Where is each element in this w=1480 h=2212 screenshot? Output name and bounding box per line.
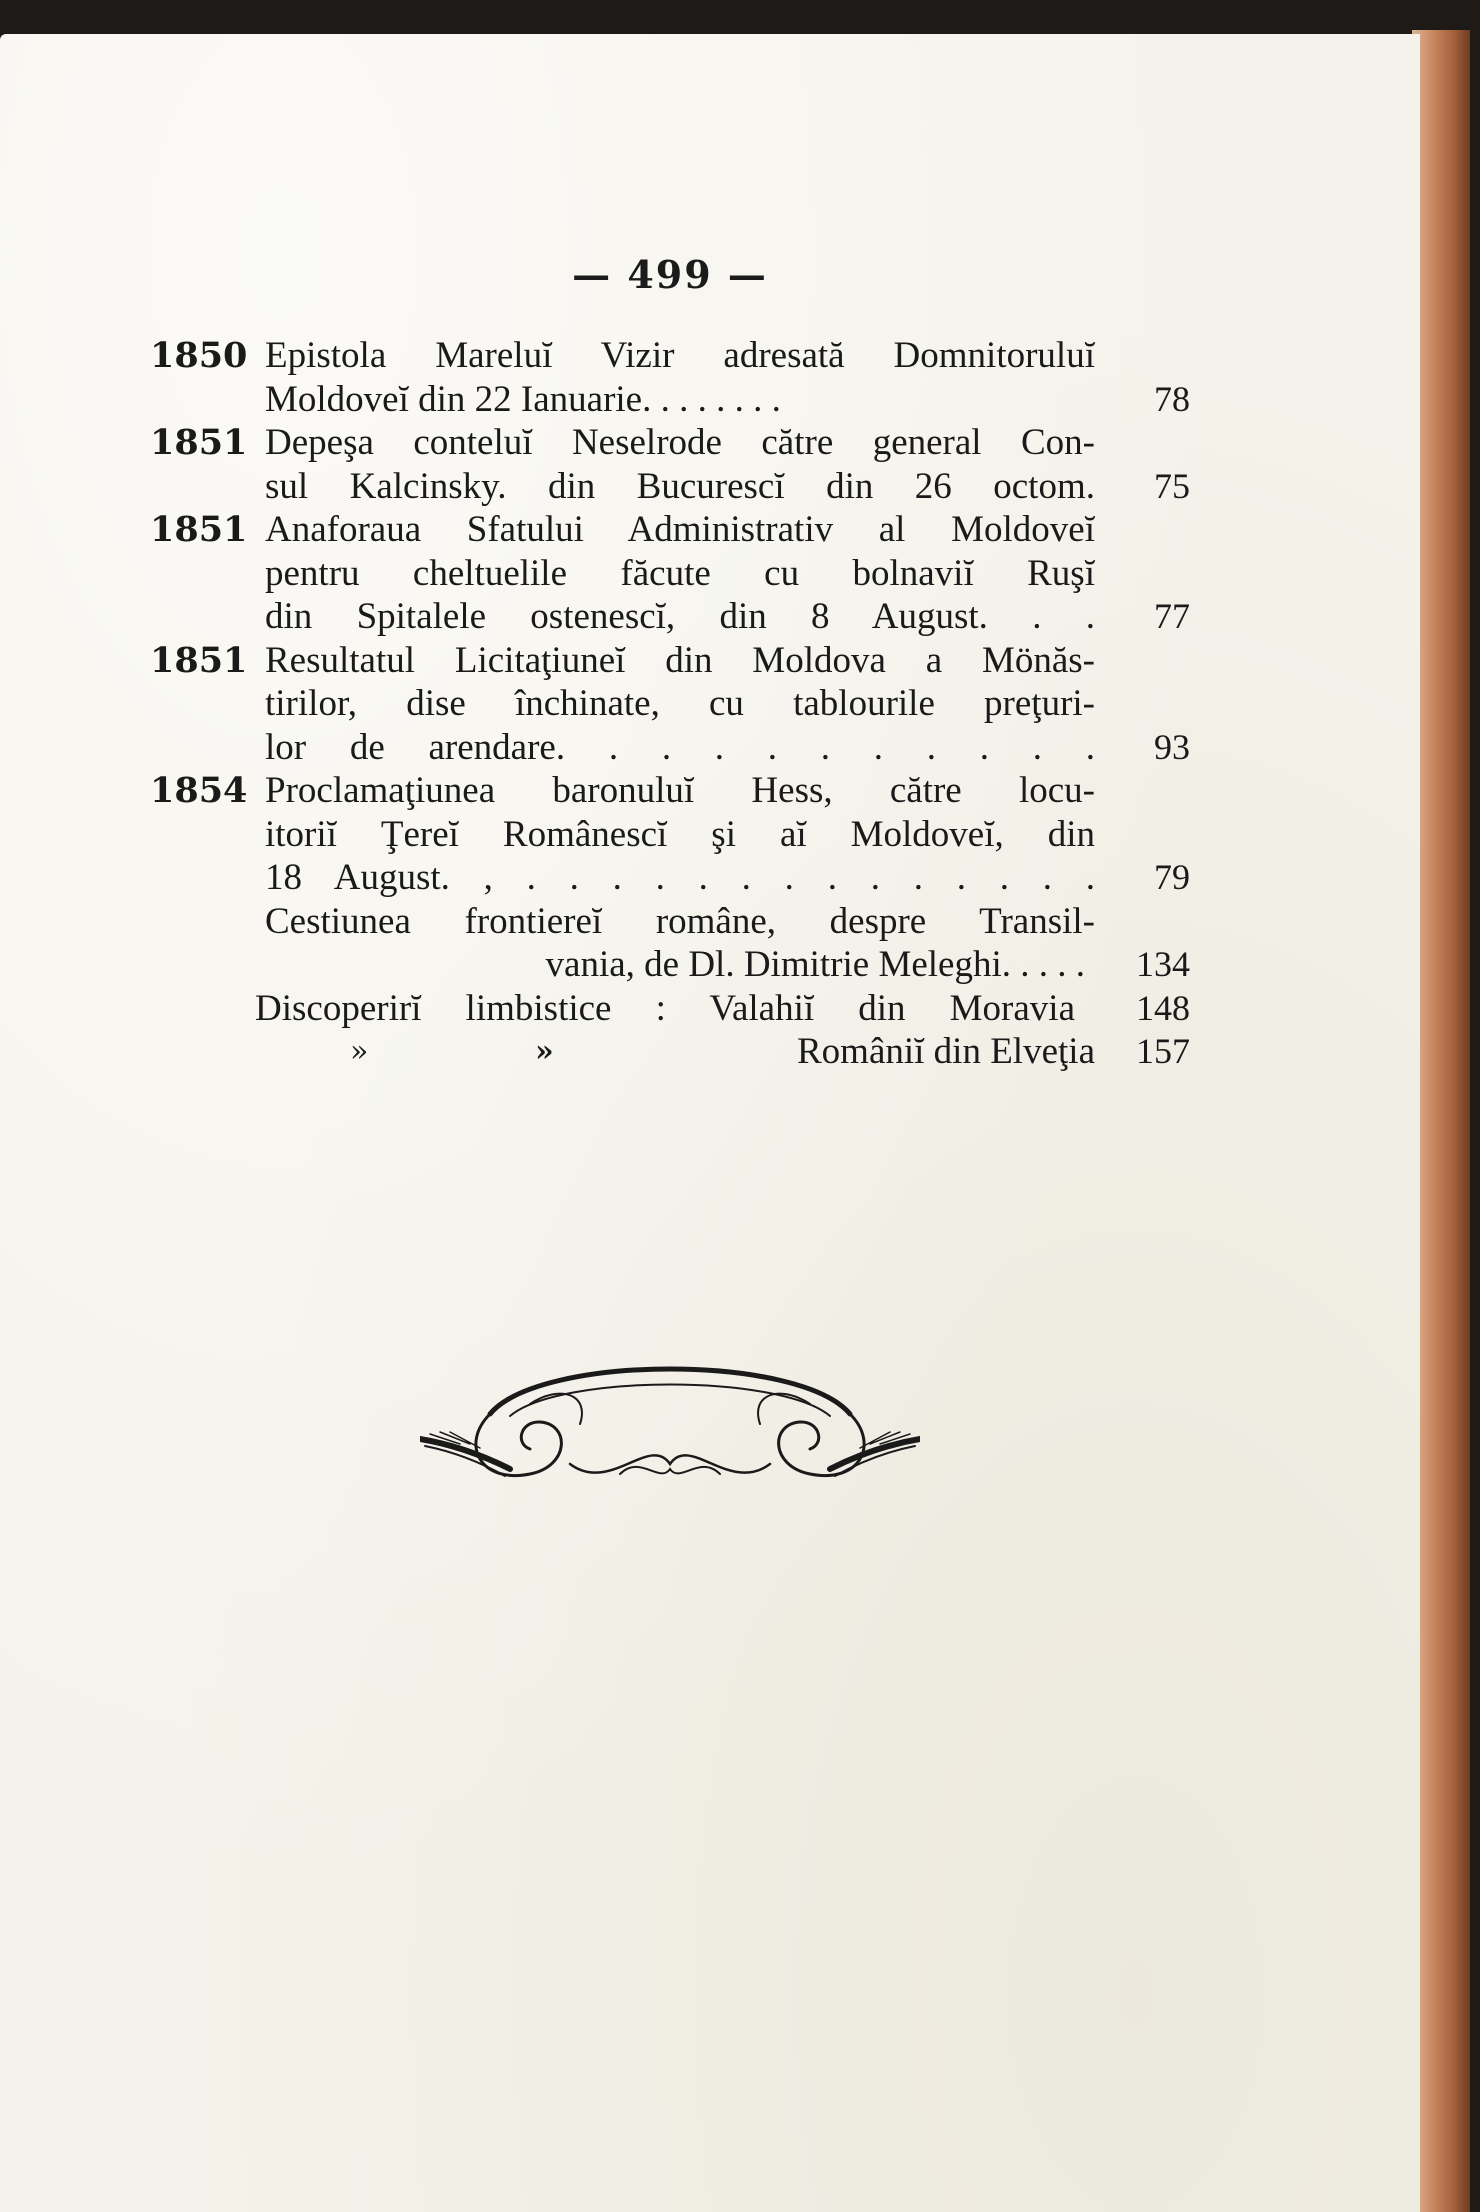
page-number: — 499 —	[572, 252, 768, 297]
toc-line	[150, 726, 1190, 770]
entry-year: 1851	[150, 509, 248, 550]
entry-text: pentru cheltuelile făcute cu bolnaviĭ Ruşĭ	[265, 552, 1095, 594]
entry-text: tirilor, dise închinate, cu tablourile preţuri-	[265, 683, 1095, 724]
ditto-mark: »	[350, 1034, 369, 1069]
entry-page: 78	[1154, 378, 1190, 419]
toc-line	[150, 421, 1190, 465]
toc-line	[150, 682, 1190, 726]
entry-text: Epistola Mareluĭ Vizir adresată Domnitoruluĭ	[265, 335, 1095, 376]
toc-line	[150, 1030, 1190, 1074]
entry-text: Româniĭ din Elveţia	[796, 1031, 1095, 1072]
entry-year: 1854	[150, 770, 248, 811]
entry-page: 75	[1154, 465, 1190, 506]
toc-line	[150, 813, 1190, 857]
entry-page: 79	[1154, 857, 1190, 897]
entry-text: Depeşa conteluĭ Neselrode către general Con-	[265, 422, 1095, 463]
toc-line	[150, 639, 1190, 683]
entry-text: itoriĭ Ţereĭ Românescĭ şi aĭ Moldoveĭ, din	[265, 813, 1095, 855]
entry-text: Resultatul Licitaţiuneĭ din Moldova a Mönăs-	[265, 639, 1095, 681]
toc-line	[150, 378, 1190, 422]
entry-text: Anaforaua Sfatului Administrativ al Moldoveĭ	[265, 509, 1095, 550]
entry-text: Discoperirĭ limbistice : Valahiĭ din Moravia	[255, 987, 1075, 1029]
entry-text: sul Kalcinsky. din Bucurescĭ din 26 octom.	[265, 465, 1095, 507]
entry-page: 93	[1154, 726, 1190, 767]
toc-line	[150, 552, 1190, 596]
entry-text: Proclamaţiunea baronuluĭ Hess, către locu-	[265, 770, 1095, 811]
entry-page: 148	[1136, 987, 1190, 1028]
entry-text: vania, de Dl. Dimitrie Meleghi. . . . .	[545, 944, 1085, 985]
toc-line	[150, 508, 1190, 552]
entry-text: Moldoveĭ din 22 Ianuarie. . . . . . . .	[265, 378, 781, 420]
entry-text: lor de arendare. . . . . . . . . . .	[265, 726, 1095, 768]
toc-line	[150, 769, 1190, 813]
toc-line	[150, 465, 1190, 509]
decorative-ornament-icon	[420, 1344, 920, 1504]
toc-line	[150, 856, 1190, 900]
toc-line	[150, 943, 1190, 987]
entry-year: 1850	[150, 335, 248, 376]
entry-text: Cestiunea frontiereĭ române, despre Transil-	[265, 900, 1095, 942]
entry-text: din Spitalele ostenescĭ, din 8 August. . .	[265, 596, 1095, 637]
toc-line	[150, 595, 1190, 639]
toc-line	[150, 334, 1190, 378]
entry-page: 157	[1136, 1031, 1190, 1071]
entry-text: 18 August. , . . . . . . . . . . . . . .	[265, 857, 1095, 898]
entry-page: 77	[1154, 596, 1190, 636]
toc-line	[150, 987, 1190, 1031]
entry-year: 1851	[150, 639, 248, 681]
book-page	[0, 34, 1420, 2212]
book-spine-edge	[1412, 30, 1470, 2212]
entry-year: 1851	[150, 422, 248, 463]
table-of-contents	[150, 334, 1190, 1074]
toc-line	[150, 900, 1190, 944]
entry-page: 134	[1136, 944, 1190, 984]
ditto-mark: »	[535, 1034, 554, 1069]
